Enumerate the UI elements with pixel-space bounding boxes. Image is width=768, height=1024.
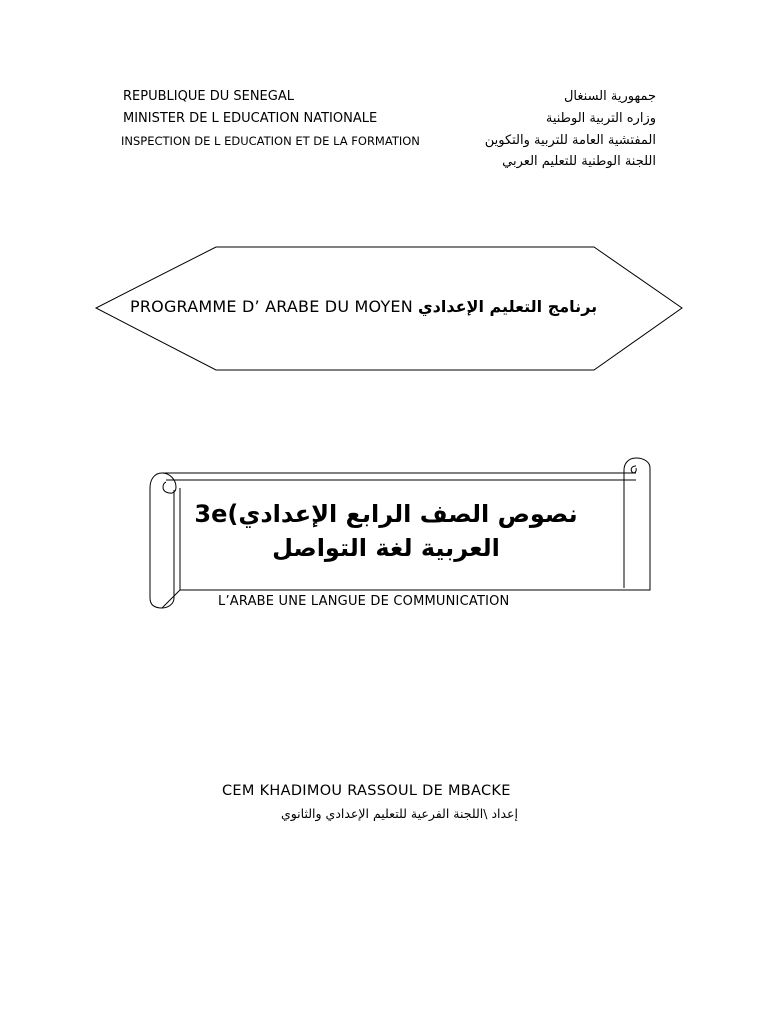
scroll-title-line-2: العربية لغة التواصل: [272, 534, 500, 562]
header-right-line-4: اللجنة الوطنية للتعليم العربي: [502, 154, 656, 169]
header-left-line-3: INSPECTION DE L EDUCATION ET DE LA FORMATION: [121, 134, 420, 148]
subtitle-caption: L’ARABE UNE LANGUE DE COMMUNICATION: [218, 594, 510, 609]
header-right-line-1: جمهورية السنغال: [563, 89, 656, 104]
scroll-shape: [150, 458, 650, 608]
banner-title-french: PROGRAMME D’ ARABE DU MOYEN: [130, 297, 413, 316]
header-left-line-1: REPUBLIQUE DU SENEGAL: [123, 89, 294, 104]
prepared-by: إعداد \اللجنة الفرعية للتعليم الإعدادي والثانوي: [280, 806, 518, 821]
header-right-line-3: المفتشية العامة للتربية والتكوين: [484, 133, 656, 148]
banner-title-arabic: برنامج التعليم الإعدادي: [418, 297, 598, 316]
header-right-line-2: وزاره التربية الوطنية: [545, 111, 656, 126]
banner-title: [130, 297, 597, 316]
header-left-line-2: MINISTER DE L EDUCATION NATIONALE: [123, 111, 378, 126]
scroll-title-line-1: نصوص الصف الرابع الإعدادي)3e: [194, 500, 578, 528]
school-name: CEM KHADIMOU RASSOUL DE MBACKE: [222, 783, 511, 799]
